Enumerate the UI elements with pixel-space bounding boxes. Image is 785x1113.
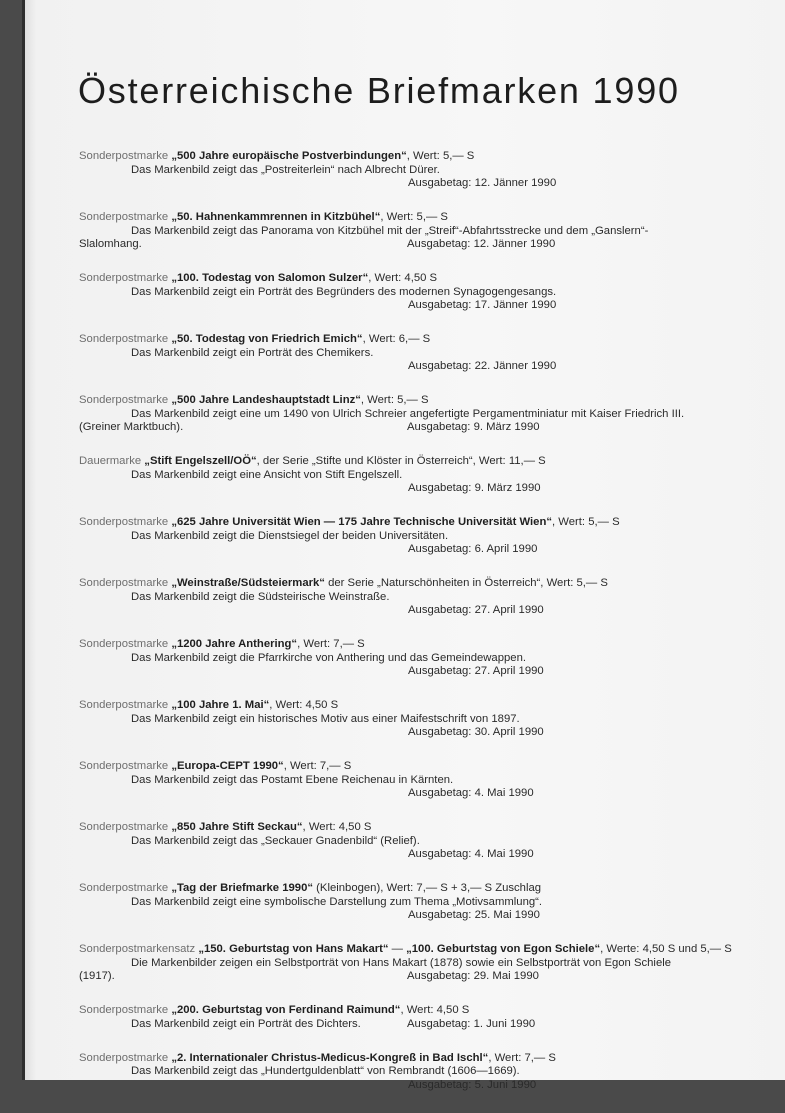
stamp-name: „2. Internationaler Christus-Medicus-Kongreß in Bad Ischl“	[171, 1051, 489, 1064]
stamp-type: Sonderpostmarke	[79, 760, 169, 772]
entry-heading	[79, 760, 739, 774]
entry-heading	[79, 211, 739, 225]
stamp-entry	[79, 394, 739, 435]
stamp-name: „Europa-CEPT 1990“	[171, 760, 284, 772]
binding-edge	[22, 0, 25, 1080]
stamp-entry	[79, 943, 739, 984]
stamp-entry	[79, 1004, 739, 1031]
stamp-value: , Wert: 7,— S	[283, 760, 352, 772]
stamp-name: „Weinstraße/Südsteiermark“	[171, 577, 325, 589]
entry-heading	[79, 1052, 739, 1066]
stamp-value: , Wert: 7,— S	[488, 1051, 556, 1064]
stamp-value: , der Serie „Stifte und Klöster in Österreich“, Wert: 11,— S	[256, 455, 546, 467]
issue-date: Ausgabetag: 9. März 1990	[407, 421, 540, 433]
stamp-type: Sonderpostmarke	[79, 211, 169, 223]
stamp-type: Sonderpostmarke	[79, 150, 169, 162]
description-tail: (1917).	[79, 970, 115, 982]
description-continuation	[79, 970, 739, 984]
stamp-type: Sonderpostmarke	[79, 821, 169, 833]
stamp-description: Das Markenbild zeigt das Panorama von Kitzbühel mit der „Streif“-Abfahrtsstrecke und dem „Ganslern“-	[131, 224, 649, 237]
issue-date: Ausgabetag: 4. Mai 1990	[408, 848, 534, 860]
stamp-name: „Stift Engelszell/OÖ“	[144, 455, 257, 467]
stamp-description: Das Markenbild zeigt ein Porträt des Chemikers.	[131, 346, 374, 359]
entry-heading	[79, 516, 739, 530]
stamp-value: , Wert: 5,— S	[406, 150, 475, 162]
stamp-description: Das Markenbild zeigt ein Porträt des Dichters.	[131, 1017, 361, 1030]
stamp-description: Das Markenbild zeigt eine um 1490 von Ulrich Schreier angefertigte Pergamentminiatur mit Kaiser Friedrich III.	[131, 407, 685, 420]
stamp-description: Das Markenbild zeigt eine symbolische Darstellung zum Thema „Motivsammlung“.	[131, 895, 543, 908]
entry-heading	[79, 150, 739, 164]
stamp-type: Sonderpostmarke	[79, 394, 169, 406]
stamp-value: der Serie „Naturschönheiten in Österreich“, Wert: 5,— S	[324, 577, 608, 589]
issue-date: Ausgabetag: 22. Jänner 1990	[408, 360, 557, 372]
stamp-entry	[79, 760, 739, 801]
name-separator: —	[388, 943, 407, 955]
stamp-value: , Wert: 7,— S	[297, 638, 365, 650]
entry-heading	[79, 455, 739, 469]
stamp-value: (Kleinbogen), Wert: 7,— S + 3,— S Zuschlag	[313, 882, 542, 894]
entry-heading	[79, 577, 739, 591]
stamp-entry	[79, 150, 739, 191]
stamp-name: „1200 Jahre Anthering“	[171, 638, 298, 650]
stamp-list	[79, 150, 739, 1113]
stamp-description: Die Markenbilder zeigen ein Selbstporträt von Hans Makart (1878) sowie ein Selbstporträt von Egon Schiele	[131, 956, 672, 969]
stamp-entry	[79, 882, 739, 923]
stamp-description: Das Markenbild zeigt das „Postreiterlein“ nach Albrecht Dürer.	[131, 163, 440, 176]
stamp-description: Das Markenbild zeigt ein historisches Motiv aus einer Maifestschrift von 1897.	[131, 712, 520, 725]
issue-date: Ausgabetag: 17. Jänner 1990	[408, 299, 557, 311]
issue-date: Ausgabetag: 27. April 1990	[408, 604, 544, 616]
entry-heading	[79, 272, 739, 286]
stamp-name: „Tag der Briefmarke 1990“	[171, 882, 314, 894]
issue-date: Ausgabetag: 12. Jänner 1990	[408, 177, 557, 189]
stamp-description: Das Markenbild zeigt die Dienstsiegel der beiden Universitäten.	[131, 529, 449, 542]
page-title: Österreichische Briefmarken 1990	[78, 70, 680, 111]
description-continuation	[79, 238, 739, 252]
stamp-type: Sonderpostmarke	[79, 882, 169, 894]
stamp-name: „200. Geburtstag von Ferdinand Raimund“	[171, 1004, 401, 1016]
stamp-entry	[79, 455, 739, 496]
stamp-entry	[79, 333, 739, 374]
stamp-type: Dauermarke	[79, 455, 142, 467]
issue-date: Ausgabetag: 9. März 1990	[408, 482, 541, 494]
entry-heading	[79, 821, 739, 835]
stamp-entry	[79, 821, 739, 862]
entry-heading	[79, 882, 739, 896]
entry-heading	[79, 1004, 739, 1018]
description-continuation	[79, 421, 739, 435]
stamp-name: „100 Jahre 1. Mai“	[171, 699, 270, 711]
stamp-name: „500 Jahre europäische Postverbindungen“	[171, 150, 407, 162]
entry-heading	[79, 699, 739, 713]
issue-date: Ausgabetag: 6. April 1990	[408, 543, 538, 555]
stamp-type: Sonderpostmarke	[79, 333, 169, 345]
stamp-name: „50. Todestag von Friedrich Emich“	[171, 333, 363, 345]
entry-heading	[79, 333, 739, 347]
stamp-entry	[79, 272, 739, 313]
stamp-value: , Wert: 4,50 S	[368, 272, 438, 284]
description-tail: (Greiner Marktbuch).	[79, 421, 184, 433]
stamp-entry	[79, 211, 739, 252]
entry-heading	[79, 638, 739, 652]
description-tail: Slalomhang.	[79, 238, 142, 250]
stamp-description: Das Markenbild zeigt ein Porträt des Begründers des modernen Synagogengesangs.	[131, 285, 557, 298]
stamp-value: , Wert: 4,50 S	[400, 1004, 470, 1016]
stamp-value: , Wert: 4,50 S	[302, 821, 372, 833]
issue-date: Ausgabetag: 12. Jänner 1990	[407, 238, 556, 250]
issue-date: Ausgabetag: 5. Juni 1990	[408, 1078, 537, 1091]
stamp-description: Das Markenbild zeigt das „Hundertguldenblatt“ von Rembrandt (1606—1669).	[131, 1065, 520, 1077]
description-line	[79, 1018, 739, 1032]
entry-heading	[79, 943, 739, 957]
stamp-value: , Wert: 6,— S	[362, 333, 431, 345]
issue-date: Ausgabetag: 4. Mai 1990	[408, 787, 534, 799]
stamp-entry	[79, 577, 739, 618]
stamp-type: Sonderpostmarke	[79, 516, 169, 528]
document-page	[22, 0, 785, 1091]
stamp-name-second: „100. Geburtstag von Egon Schiele“	[406, 943, 601, 955]
stamp-name: „50. Hahnenkammrennen in Kitzbühel“	[171, 211, 381, 223]
stamp-description: Das Markenbild zeigt die Südsteirische Weinstraße.	[131, 590, 390, 603]
stamp-name: „100. Todestag von Salomon Sulzer“	[171, 272, 369, 284]
stamp-name: „150. Geburtstag von Hans Makart“	[198, 943, 389, 955]
stamp-type: Sonderpostmarke	[79, 577, 169, 589]
stamp-description: Das Markenbild zeigt das „Seckauer Gnadenbild“ (Relief).	[131, 834, 420, 847]
stamp-name: „850 Jahre Stift Seckau“	[171, 821, 303, 833]
stamp-value: , Werte: 4,50 S und 5,— S	[600, 943, 732, 955]
stamp-value: , Wert: 5,— S	[552, 516, 620, 528]
stamp-entry	[79, 699, 739, 740]
stamp-value: , Wert: 4,50 S	[269, 699, 339, 711]
stamp-type: Sonderpostmarke	[79, 638, 169, 650]
stamp-description: Das Markenbild zeigt eine Ansicht von Stift Engelszell.	[131, 468, 403, 481]
stamp-entry	[79, 1052, 739, 1093]
stamp-type: Sonderpostmarke	[79, 272, 169, 284]
stamp-entry	[79, 638, 739, 679]
stamp-type: Sonderpostmarkensatz	[79, 943, 196, 955]
issue-date: Ausgabetag: 29. Mai 1990	[407, 970, 539, 982]
stamp-value: , Wert: 5,— S	[360, 394, 429, 406]
issue-date: Ausgabetag: 27. April 1990	[408, 665, 544, 677]
stamp-entry	[79, 516, 739, 557]
stamp-type: Sonderpostmarke	[79, 699, 169, 711]
stamp-name: „625 Jahre Universität Wien — 175 Jahre Technische Universität Wien“	[171, 516, 553, 528]
issue-date: Ausgabetag: 30. April 1990	[408, 726, 544, 738]
entry-heading	[79, 394, 739, 408]
issue-date: Ausgabetag: 25. Mai 1990	[408, 909, 540, 921]
stamp-description: Das Markenbild zeigt die Pfarrkirche von Anthering und das Gemeindewappen.	[131, 651, 526, 664]
stamp-description: Das Markenbild zeigt das Postamt Ebene Reichenau in Kärnten.	[131, 773, 454, 786]
stamp-name: „500 Jahre Landeshauptstadt Linz“	[171, 394, 361, 406]
stamp-type: Sonderpostmarke	[79, 1051, 169, 1064]
stamp-type: Sonderpostmarke	[79, 1004, 169, 1016]
stamp-value: , Wert: 5,— S	[380, 211, 448, 223]
issue-date: Ausgabetag: 1. Juni 1990	[407, 1017, 536, 1030]
